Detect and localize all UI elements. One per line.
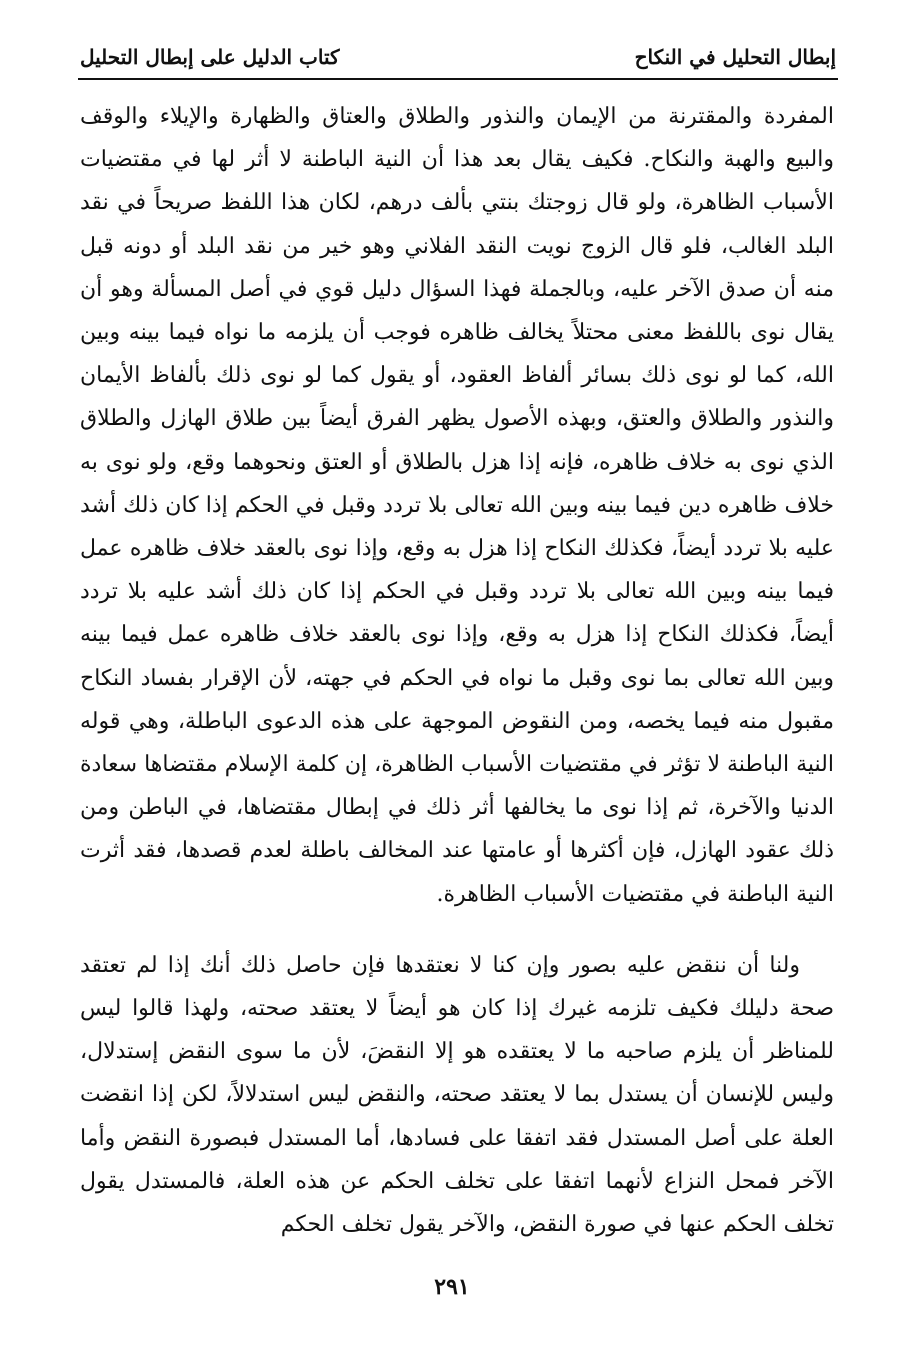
- header-book-title: إبطال التحليل في النكاح: [634, 45, 836, 69]
- paragraph-2: ولنا أن ننقض عليه بصور وإن كنا لا نعتقدها فإن حاصل ذلك أنك إذا لم تعتقد صحة دليلك فكيف تلزمه غيرك إذا كان هو أيضاً لا يعتقد صحته، ولهذا قالوا ليس للمناظر أن يلزم صاحبه ما لا يعتقده هو إلا النقضَ، لأن ما سوى النقض إستدلال، وليس للإنسان أن يستدل بما لا يعتقد صحته، والنقض ليس استدلالاً، لكن إذا انقضت العلة على أصل المستدل فقد اتفقا على فسادها، أما المستدل فبصورة النقض وأما الآخر فمحل النزاع لأنهما اتفقا على تخلف الحكم عن هذه العلة، فالمستدل يقول تخلف الحكم عنها في صورة النقض، والآخر يقول تخلف الحكم: [80, 952, 834, 1238]
- page-body: [80, 95, 834, 1246]
- header-divider: [78, 78, 838, 80]
- page-number: ٢٩١: [434, 1274, 470, 1300]
- paragraph-1: المفردة والمقترنة من الإيمان والنذور والطلاق والعتاق والظهارة والإيلاء والوقف والبيع والهبة والنكاح. فكيف يقال بعد هذا أن النية الباطنة لا أثر لها في مقتضيات الأسباب الظاهرة، ولو قال زوجتك بنتي بألف درهم، لكان هذا اللفظ صريحاً في نقد البلد الغالب، فلو قال الزوج نويت النقد الفلاني وهو خير من نقد البلد أو دونه قبل منه أن صدق الآخر عليه، وبالجملة فهذا السؤال دليل قوي في أصل المسألة وهو أن يقال نوى باللفظ معنى محتلاً يخالف ظاهره فوجب أن يلزمه ما نواه فيما بينه وبين الله، كما لو نوى ذلك بسائر ألفاظ العقود، أو يقول كما لو نوى ذلك بألفاظ الأيمان والنذور والطلاق والعتق، وبهذه الأصول يظهر الفرق أيضاً بين طلاق الهازل والطلاق الذي نوى به خلاف ظاهره، فإنه إذا هزل بالطلاق أو العتق ونحوهما وقع، ولو نوى به خلاف ظاهره دين فيما بينه وبين الله تعالى بلا تردد وقبل في الحكم إذا كان ذلك أشد عليه بلا تردد أيضاً، فكذلك النكاح إذا هزل به وقع، وإذا نوى بالعقد خلاف ظاهره عمل فيما بينه وبين الله تعالى بلا تردد وقبل في الحكم إذا كان ذلك أشد عليه بلا تردد أيضاً، فكذلك النكاح إذا هزل به وقع، وإذا نوى بالعقد خلاف ظاهره عمل فيما بينه وبين الله تعالى بما نوى وقبل ما نواه في الحكم في جهته، لأن الإقرار بفساد النكاح مقبول منه فيما يخصه، ومن النقوض الموجهة على هذه الدعوى الباطلة، وهي قوله النية الباطنة لا تؤثر في مقتضيات الأسباب الظاهرة، إن كلمة الإسلام مقتضاها سعادة الدنيا والآخرة، ثم إذا نوى ما يخالفها أثر ذلك في إبطال مقتضاها، في الباطن ومن ذلك عقود الهازل، فإن أكثرها أو عامتها عند المخالف باطلة لعدم قصدها، فقد أثرت النية الباطنة في مقتضيات الأسباب الظاهرة.: [80, 104, 834, 907]
- header-chapter-title: كتاب الدليل على إبطال التحليل: [80, 45, 340, 69]
- running-header: [80, 36, 836, 78]
